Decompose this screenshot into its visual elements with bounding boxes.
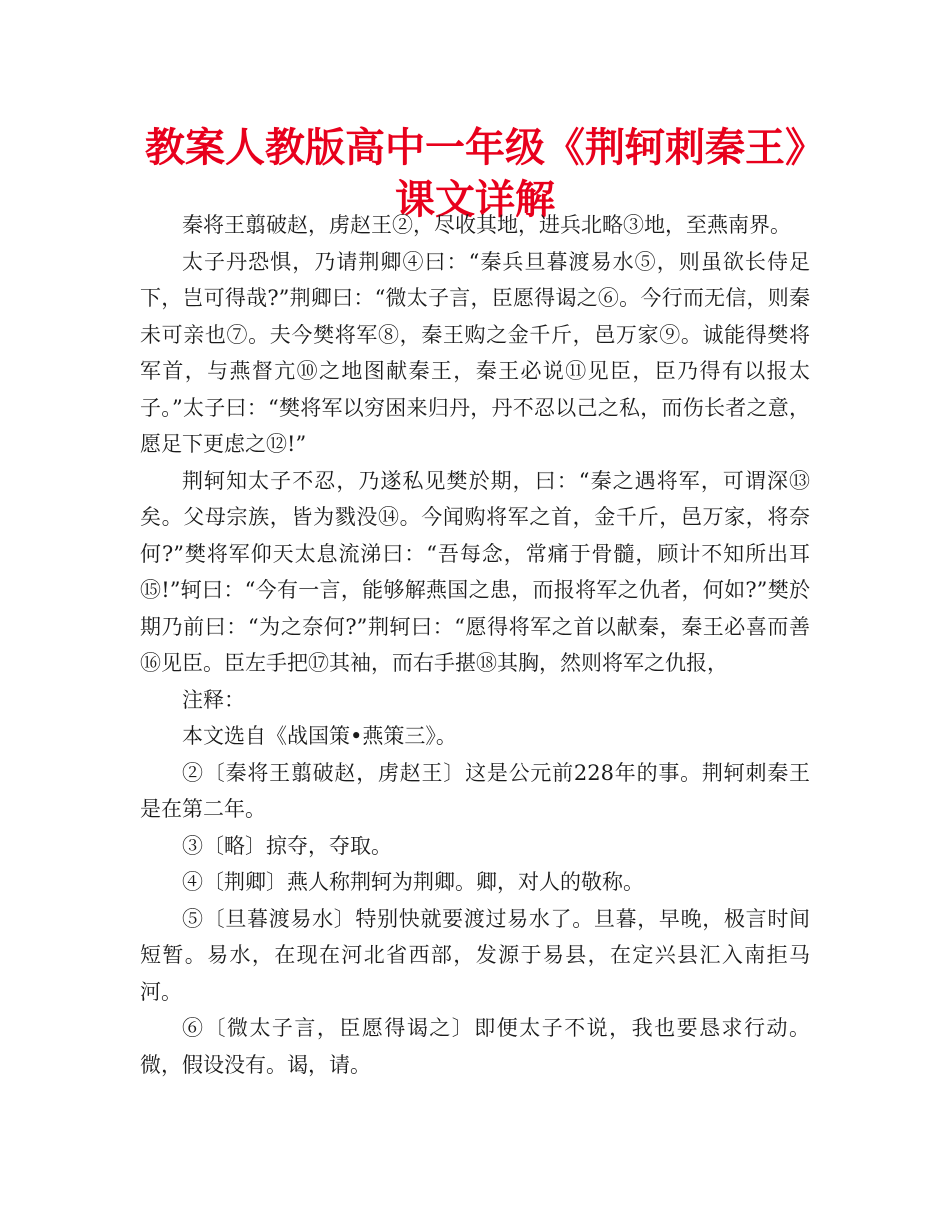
- document-title: 教案人教版高中一年级《荆轲刺秦王》课文详解: [145, 125, 805, 223]
- document-body: [140, 207, 810, 1083]
- paragraph-2: 太子丹恐惧，乃请荆卿④曰：“秦兵旦暮渡易水⑤，则虽欲长侍足下，岂可得哉?”荆卿曰：“微太子言，臣愿得谒之⑥。今行而无信，则秦未可亲也⑦。夫今樊将军⑧，秦王购之金千斤，邑万家⑨。诚能得樊将军首，与燕督亢⑩之地图献秦王，秦王必说⑪见臣，臣乃得有以报太子。”太子曰：“樊将军以穷困来归丹，丹不忍以己之私，而伤长者之意，愿足下更虑之⑫!”: [140, 249, 810, 456]
- note-5: ⑤〔旦暮渡易水〕特别快就要渡过易水了。旦暮，早晚，极言时间短暂。易水，在现在河北省西部，发源于易县，在定兴县汇入南拒马河。: [140, 906, 810, 1004]
- paragraph-3: 荆轲知太子不忍，乃遂私见樊於期，曰：“秦之遇将军，可谓深⑬矣。父母宗族，皆为戮没⑭。今闻购将军之首，金千斤，邑万家，将奈何?”樊将军仰天太息流涕曰：“吾每念，常痛于骨髓，顾计不知所出耳⑮!”轲曰：“今有一言，能够解燕国之患，而报将军之仇者，何如?”樊於期乃前曰：“为之奈何?”荆轲曰：“愿得将军之首以献秦，秦王必喜而善⑯见臣。臣左手把⑰其袖，而右手揕⑱其胸，然则将军之仇报，: [140, 468, 810, 675]
- note-3: ③〔略〕掠夺，夺取。: [182, 833, 392, 858]
- notes-heading: 注释：: [182, 687, 245, 712]
- note-2: ②〔秦将王翦破赵，虏赵王〕这是公元前228年的事。荆轲刺秦王是在第二年。: [140, 760, 810, 821]
- note-4: ④〔荆卿〕燕人称荆轲为荆卿。卿，对人的敬称。: [182, 870, 644, 894]
- note-6: ⑥〔微太子言，臣愿得谒之〕即便太子不说，我也要恳求行动。微，假设没有。谒，请。: [140, 1016, 810, 1077]
- paragraph-1: 秦将王翦破赵，虏赵王②，尽收其地，进兵北略③地，至燕南界。: [182, 213, 791, 237]
- note-source: 本文选自《战国策•燕策三》。: [182, 724, 457, 748]
